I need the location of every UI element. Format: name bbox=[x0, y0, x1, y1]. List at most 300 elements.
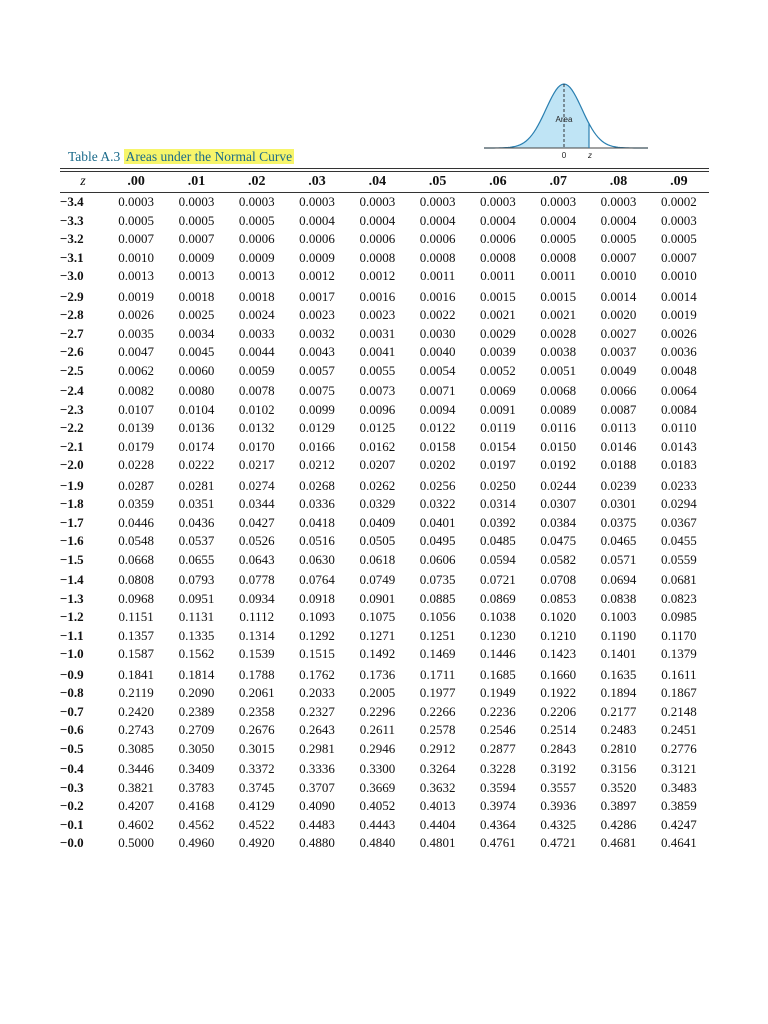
area-cell: 0.0559 bbox=[660, 551, 697, 567]
z-value: −2.2 bbox=[60, 420, 84, 435]
table-row bbox=[60, 514, 709, 533]
area-cell: 0.4325 bbox=[540, 816, 577, 832]
area-cell: 0.0170 bbox=[238, 438, 275, 454]
z-value: −2.9 bbox=[60, 288, 84, 304]
z-value: −0.1 bbox=[60, 816, 84, 832]
area-cell: 0.2912 bbox=[419, 740, 456, 756]
area-cell: 0.4920 bbox=[238, 835, 275, 850]
area-cell: 0.1003 bbox=[600, 609, 637, 624]
area-cell: 0.0099 bbox=[299, 401, 335, 417]
area-cell: 0.0006 bbox=[238, 231, 275, 246]
area-cell: 0.0455 bbox=[660, 533, 697, 548]
header-col: .07 bbox=[528, 172, 588, 193]
area-cell: 0.2033 bbox=[299, 685, 335, 700]
area-cell: 0.2177 bbox=[600, 703, 637, 719]
area-cell: 0.0013 bbox=[238, 268, 275, 283]
header-col: .03 bbox=[287, 172, 347, 193]
table-row bbox=[60, 380, 709, 401]
area-cell: 0.1635 bbox=[600, 666, 637, 682]
area-cell: 0.0080 bbox=[178, 383, 215, 398]
area-cell: 0.0485 bbox=[480, 533, 516, 548]
area-cell: 0.0122 bbox=[419, 420, 456, 435]
table-row bbox=[60, 419, 709, 438]
area-cell: 0.4721 bbox=[540, 835, 577, 850]
area-cell: 0.0023 bbox=[299, 307, 335, 322]
area-cell: 0.0951 bbox=[178, 590, 215, 606]
area-cell: 0.2420 bbox=[118, 703, 155, 719]
area-cell: 0.0030 bbox=[419, 325, 456, 341]
area-cell: 0.0384 bbox=[540, 514, 577, 530]
area-cell: 0.2709 bbox=[178, 722, 215, 737]
area-cell: 0.1292 bbox=[299, 627, 335, 643]
table-row bbox=[60, 703, 709, 722]
area-cell: 0.0057 bbox=[299, 362, 335, 378]
area-cell: 0.0084 bbox=[660, 401, 697, 417]
area-cell: 0.0018 bbox=[178, 288, 215, 304]
table-row bbox=[60, 475, 709, 496]
table-row bbox=[60, 721, 709, 740]
area-cell: 0.0233 bbox=[660, 477, 697, 493]
z-value: −1.7 bbox=[60, 514, 84, 530]
z-value: −3.4 bbox=[60, 194, 84, 209]
area-cell: 0.3669 bbox=[359, 779, 396, 795]
area-cell: 0.0003 bbox=[480, 194, 516, 209]
z-value: −1.5 bbox=[60, 551, 84, 567]
area-cell: 0.0003 bbox=[178, 194, 215, 209]
area-cell: 0.4761 bbox=[480, 835, 516, 850]
area-cell: 0.0136 bbox=[178, 420, 215, 435]
table-row bbox=[60, 664, 709, 685]
area-cell: 0.0078 bbox=[238, 383, 275, 398]
area-cell: 0.0655 bbox=[178, 551, 215, 567]
area-cell: 0.4562 bbox=[178, 816, 215, 832]
area-cell: 0.3974 bbox=[480, 798, 516, 813]
area-cell: 0.0016 bbox=[359, 288, 396, 304]
z-value: −2.0 bbox=[60, 457, 84, 472]
normal-table bbox=[60, 172, 709, 853]
area-cell: 0.0643 bbox=[238, 551, 275, 567]
table-row bbox=[60, 590, 709, 609]
area-cell: 0.0005 bbox=[178, 212, 215, 228]
area-cell: 0.0006 bbox=[299, 231, 335, 246]
area-cell: 0.2676 bbox=[238, 722, 275, 737]
table-row bbox=[60, 249, 709, 268]
z-value: −0.4 bbox=[60, 761, 84, 776]
area-cell: 0.0023 bbox=[359, 307, 396, 322]
area-cell: 0.2776 bbox=[660, 740, 697, 756]
area-cell: 0.0087 bbox=[600, 401, 637, 417]
table-row bbox=[60, 627, 709, 646]
area-cell: 0.0019 bbox=[118, 288, 155, 304]
area-cell: 0.3783 bbox=[178, 779, 215, 795]
area-cell: 0.0036 bbox=[660, 344, 697, 359]
area-cell: 0.0028 bbox=[540, 325, 577, 341]
area-cell: 0.2546 bbox=[480, 722, 516, 737]
area-cell: 0.0013 bbox=[178, 268, 215, 283]
area-cell: 0.0367 bbox=[660, 514, 697, 530]
table-row bbox=[60, 212, 709, 231]
z-value: −0.2 bbox=[60, 798, 84, 813]
z-value: −2.5 bbox=[60, 362, 84, 378]
area-cell: 0.0427 bbox=[238, 514, 275, 530]
area-cell: 0.0094 bbox=[419, 401, 456, 417]
z-value: −1.1 bbox=[60, 627, 84, 643]
table-row bbox=[60, 551, 709, 570]
z-value: −1.6 bbox=[60, 533, 84, 548]
area-cell: 0.3192 bbox=[540, 761, 577, 776]
area-cell: 0.2451 bbox=[660, 722, 697, 737]
area-cell: 0.0009 bbox=[299, 249, 335, 265]
area-cell: 0.1020 bbox=[540, 609, 577, 624]
area-cell: 0.1251 bbox=[419, 627, 456, 643]
area-cell: 0.0003 bbox=[359, 194, 396, 209]
area-cell: 0.3897 bbox=[600, 798, 637, 813]
area-cell: 0.4286 bbox=[600, 816, 637, 832]
area-cell: 0.1515 bbox=[299, 646, 335, 661]
area-cell: 0.0778 bbox=[238, 572, 275, 587]
area-cell: 0.0618 bbox=[359, 551, 396, 567]
area-cell: 0.0294 bbox=[660, 496, 697, 511]
header-col: .06 bbox=[468, 172, 528, 193]
area-cell: 0.0526 bbox=[238, 533, 275, 548]
area-cell: 0.1271 bbox=[359, 627, 396, 643]
area-cell: 0.4483 bbox=[299, 816, 335, 832]
area-cell: 0.0202 bbox=[419, 457, 456, 472]
area-cell: 0.3594 bbox=[480, 779, 516, 795]
area-cell: 0.0222 bbox=[178, 457, 215, 472]
area-cell: 0.0162 bbox=[359, 438, 396, 454]
area-cell: 0.2810 bbox=[600, 740, 637, 756]
area-cell: 0.1335 bbox=[178, 627, 215, 643]
header-col: .04 bbox=[347, 172, 407, 193]
table-row bbox=[60, 456, 709, 475]
z-value: −2.4 bbox=[60, 383, 84, 398]
area-cell: 0.1151 bbox=[118, 609, 154, 624]
area-cell: 0.2946 bbox=[359, 740, 396, 756]
area-cell: 0.0012 bbox=[299, 268, 335, 283]
area-cell: 0.1711 bbox=[419, 666, 456, 682]
area-cell: 0.0008 bbox=[540, 249, 577, 265]
area-cell: 0.3520 bbox=[600, 779, 637, 795]
table-row bbox=[60, 569, 709, 590]
z-value: −2.8 bbox=[60, 307, 84, 322]
area-cell: 0.1611 bbox=[661, 666, 697, 682]
area-cell: 0.4443 bbox=[359, 816, 396, 832]
area-cell: 0.0146 bbox=[600, 438, 637, 454]
area-cell: 0.0110 bbox=[661, 420, 697, 435]
area-cell: 0.4840 bbox=[359, 835, 396, 850]
area-cell: 0.0594 bbox=[480, 551, 516, 567]
area-cell: 0.0048 bbox=[660, 362, 697, 378]
area-cell: 0.0281 bbox=[178, 477, 215, 493]
area-cell: 0.0005 bbox=[540, 231, 577, 246]
area-cell: 0.1314 bbox=[238, 627, 275, 643]
area-cell: 0.0359 bbox=[118, 496, 155, 511]
area-cell: 0.1814 bbox=[178, 666, 215, 682]
area-cell: 0.0119 bbox=[480, 420, 516, 435]
table-row bbox=[60, 816, 709, 835]
area-cell: 0.0021 bbox=[540, 307, 577, 322]
area-cell: 0.0073 bbox=[359, 383, 396, 398]
area-cell: 0.1056 bbox=[419, 609, 456, 624]
table-row bbox=[60, 325, 709, 344]
area-cell: 0.3483 bbox=[660, 779, 697, 795]
area-cell: 0.4801 bbox=[419, 835, 456, 850]
z-value: −0.5 bbox=[60, 740, 84, 756]
area-cell: 0.0301 bbox=[600, 496, 637, 511]
table-row bbox=[60, 758, 709, 779]
area-cell: 0.0017 bbox=[299, 288, 335, 304]
area-cell: 0.0049 bbox=[600, 362, 637, 378]
area-cell: 0.0008 bbox=[419, 249, 456, 265]
normal-curve-graphic bbox=[484, 76, 648, 162]
area-cell: 0.0166 bbox=[299, 438, 335, 454]
z-value: −0.9 bbox=[60, 666, 84, 682]
area-cell: 0.0011 bbox=[540, 268, 576, 283]
z-value: −1.4 bbox=[60, 572, 84, 587]
area-cell: 0.0351 bbox=[178, 496, 215, 511]
area-cell: 0.0436 bbox=[178, 514, 215, 530]
area-cell: 0.1357 bbox=[118, 627, 155, 643]
area-cell: 0.0125 bbox=[359, 420, 396, 435]
area-cell: 0.0096 bbox=[359, 401, 396, 417]
area-cell: 0.0026 bbox=[118, 307, 155, 322]
area-cell: 0.0968 bbox=[118, 590, 155, 606]
area-cell: 0.0721 bbox=[480, 572, 516, 587]
area-cell: 0.0004 bbox=[540, 212, 577, 228]
area-cell: 0.3557 bbox=[540, 779, 577, 795]
area-cell: 0.0044 bbox=[238, 344, 275, 359]
area-cell: 0.0139 bbox=[118, 420, 155, 435]
area-cell: 0.0336 bbox=[299, 496, 335, 511]
table-row bbox=[60, 230, 709, 249]
table-title bbox=[68, 148, 294, 166]
table-row bbox=[60, 343, 709, 362]
area-cell: 0.1736 bbox=[359, 666, 396, 682]
area-cell: 0.0011 bbox=[419, 268, 456, 283]
area-cell: 0.1685 bbox=[480, 666, 516, 682]
area-cell: 0.0446 bbox=[118, 514, 155, 530]
area-cell: 0.0129 bbox=[299, 420, 335, 435]
area-cell: 0.0003 bbox=[419, 194, 456, 209]
area-cell: 0.0823 bbox=[660, 590, 697, 606]
area-cell: 0.0026 bbox=[660, 325, 697, 341]
z-value: −3.0 bbox=[60, 268, 84, 283]
area-cell: 0.2236 bbox=[480, 703, 516, 719]
area-cell: 0.3936 bbox=[540, 798, 577, 813]
header-col: .05 bbox=[407, 172, 467, 193]
area-cell: 0.4522 bbox=[238, 816, 275, 832]
area-cell: 0.0239 bbox=[600, 477, 637, 493]
area-cell: 0.2296 bbox=[359, 703, 396, 719]
area-cell: 0.0375 bbox=[600, 514, 637, 530]
area-cell: 0.0014 bbox=[600, 288, 637, 304]
area-cell: 0.0735 bbox=[419, 572, 456, 587]
area-cell: 0.0035 bbox=[118, 325, 155, 341]
area-cell: 0.0015 bbox=[540, 288, 577, 304]
normal-curve-figure bbox=[484, 76, 648, 162]
area-cell: 0.2514 bbox=[540, 722, 577, 737]
area-cell: 0.0045 bbox=[178, 344, 215, 359]
area-cell: 0.0630 bbox=[299, 551, 335, 567]
area-cell: 0.0022 bbox=[419, 307, 456, 322]
area-cell: 0.0465 bbox=[600, 533, 637, 548]
area-cell: 0.0154 bbox=[480, 438, 516, 454]
area-cell: 0.1210 bbox=[540, 627, 577, 643]
area-cell: 0.0329 bbox=[359, 496, 396, 511]
z-value: −2.7 bbox=[60, 325, 84, 341]
area-cell: 0.0007 bbox=[178, 231, 215, 246]
area-cell: 0.1660 bbox=[540, 666, 577, 682]
area-cell: 0.0007 bbox=[600, 249, 637, 265]
area-cell: 0.0007 bbox=[660, 249, 697, 265]
area-cell: 0.3264 bbox=[419, 761, 456, 776]
area-cell: 0.0307 bbox=[540, 496, 577, 511]
area-cell: 0.4960 bbox=[178, 835, 215, 850]
area-cell: 0.0708 bbox=[540, 572, 577, 587]
area-cell: 0.0006 bbox=[419, 231, 456, 246]
area-cell: 0.0015 bbox=[480, 288, 516, 304]
table-row bbox=[60, 438, 709, 457]
z-value: −2.1 bbox=[60, 438, 84, 454]
z-value: −0.0 bbox=[60, 835, 84, 850]
area-cell: 0.0008 bbox=[480, 249, 516, 265]
area-cell: 0.0039 bbox=[480, 344, 516, 359]
area-cell: 0.4090 bbox=[299, 798, 335, 813]
area-cell: 0.0018 bbox=[238, 288, 275, 304]
area-cell: 0.0014 bbox=[660, 288, 697, 304]
table-row bbox=[60, 532, 709, 551]
area-cell: 0.1922 bbox=[540, 685, 577, 700]
area-cell: 0.0009 bbox=[238, 249, 275, 265]
area-cell: 0.0031 bbox=[359, 325, 396, 341]
z-value: −0.6 bbox=[60, 722, 84, 737]
table-row bbox=[60, 286, 709, 307]
z-value: −2.3 bbox=[60, 401, 84, 417]
table-row bbox=[60, 797, 709, 816]
area-cell: 0.0793 bbox=[178, 572, 215, 587]
area-cell: 0.0668 bbox=[118, 551, 155, 567]
area-cell: 0.0104 bbox=[178, 401, 215, 417]
z-value: −3.1 bbox=[60, 249, 84, 265]
area-cell: 0.2148 bbox=[660, 703, 697, 719]
area-cell: 0.3707 bbox=[299, 779, 335, 795]
area-cell: 0.0010 bbox=[118, 249, 155, 265]
area-cell: 0.0034 bbox=[178, 325, 215, 341]
area-cell: 0.0020 bbox=[600, 307, 637, 322]
area-cell: 0.1190 bbox=[600, 627, 637, 643]
table-caption: Areas under the Normal Curve bbox=[125, 149, 293, 164]
area-cell: 0.0287 bbox=[118, 477, 155, 493]
area-cell: 0.0003 bbox=[238, 194, 275, 209]
area-cell: 0.0918 bbox=[299, 590, 335, 606]
area-cell: 0.0051 bbox=[540, 362, 577, 378]
z-value: −0.3 bbox=[60, 779, 84, 795]
area-cell: 0.0032 bbox=[299, 325, 335, 341]
area-cell: 0.0006 bbox=[359, 231, 396, 246]
area-cell: 0.1562 bbox=[178, 646, 215, 661]
area-cell: 0.0033 bbox=[238, 325, 275, 341]
area-cell: 0.0040 bbox=[419, 344, 456, 359]
z-value: −1.2 bbox=[60, 609, 84, 624]
area-cell: 0.0571 bbox=[600, 551, 637, 567]
header-z: z bbox=[60, 172, 106, 193]
z-value: −1.8 bbox=[60, 496, 84, 511]
z-value: −1.0 bbox=[60, 646, 84, 661]
table-row bbox=[60, 740, 709, 759]
area-cell: 0.0934 bbox=[238, 590, 275, 606]
area-cell: 0.1867 bbox=[660, 685, 697, 700]
area-cell: 0.3632 bbox=[419, 779, 456, 795]
table-row bbox=[60, 495, 709, 514]
area-cell: 0.0037 bbox=[600, 344, 637, 359]
table-row bbox=[60, 645, 709, 664]
area-cell: 0.3121 bbox=[660, 761, 697, 776]
area-cell: 0.2578 bbox=[419, 722, 456, 737]
area-cell: 0.2327 bbox=[299, 703, 335, 719]
area-cell: 0.3300 bbox=[359, 761, 396, 776]
area-cell: 0.0475 bbox=[540, 533, 577, 548]
area-cell: 0.0217 bbox=[238, 457, 275, 472]
area-cell: 0.0869 bbox=[480, 590, 516, 606]
area-cell: 0.0244 bbox=[540, 477, 577, 493]
area-cell: 0.1170 bbox=[661, 627, 697, 643]
area-cell: 0.0052 bbox=[480, 362, 516, 378]
area-cell: 0.3859 bbox=[660, 798, 697, 813]
area-cell: 0.0011 bbox=[480, 268, 516, 283]
area-cell: 0.0392 bbox=[480, 514, 516, 530]
area-cell: 0.0068 bbox=[540, 383, 577, 398]
area-cell: 0.1038 bbox=[480, 609, 516, 624]
area-cell: 0.0901 bbox=[359, 590, 396, 606]
z-value: −0.8 bbox=[60, 685, 84, 700]
area-cell: 0.0516 bbox=[299, 533, 335, 548]
area-cell: 0.0089 bbox=[540, 401, 577, 417]
area-cell: 0.0322 bbox=[419, 496, 456, 511]
header-col: .01 bbox=[166, 172, 226, 193]
area-cell: 0.2877 bbox=[480, 740, 516, 756]
area-cell: 0.0228 bbox=[118, 457, 155, 472]
table-row bbox=[60, 684, 709, 703]
area-cell: 0.4129 bbox=[238, 798, 275, 813]
area-cell: 0.2119 bbox=[118, 685, 154, 700]
area-cell: 0.0548 bbox=[118, 533, 155, 548]
area-cell: 0.0013 bbox=[118, 268, 155, 283]
area-cell: 0.0143 bbox=[660, 438, 697, 454]
area-cell: 0.1587 bbox=[118, 646, 155, 661]
area-cell: 0.0314 bbox=[480, 496, 516, 511]
area-cell: 0.0060 bbox=[178, 362, 215, 378]
area-cell: 0.0582 bbox=[540, 551, 577, 567]
area-cell: 0.0207 bbox=[359, 457, 396, 472]
area-cell: 0.0409 bbox=[359, 514, 396, 530]
area-cell: 0.0344 bbox=[238, 496, 275, 511]
table-row bbox=[60, 608, 709, 627]
area-cell: 0.0004 bbox=[600, 212, 637, 228]
z-value: −3.2 bbox=[60, 231, 84, 246]
area-cell: 0.1894 bbox=[600, 685, 637, 700]
area-cell: 0.0985 bbox=[660, 609, 697, 624]
area-cell: 0.0003 bbox=[299, 194, 335, 209]
table-row bbox=[60, 401, 709, 420]
area-cell: 0.4247 bbox=[660, 816, 697, 832]
area-cell: 0.0102 bbox=[238, 401, 275, 417]
area-cell: 0.0003 bbox=[540, 194, 577, 209]
area-cell: 0.0179 bbox=[118, 438, 155, 454]
area-cell: 0.0174 bbox=[178, 438, 215, 454]
area-cell: 0.0002 bbox=[660, 194, 697, 209]
area-cell: 0.0853 bbox=[540, 590, 577, 606]
